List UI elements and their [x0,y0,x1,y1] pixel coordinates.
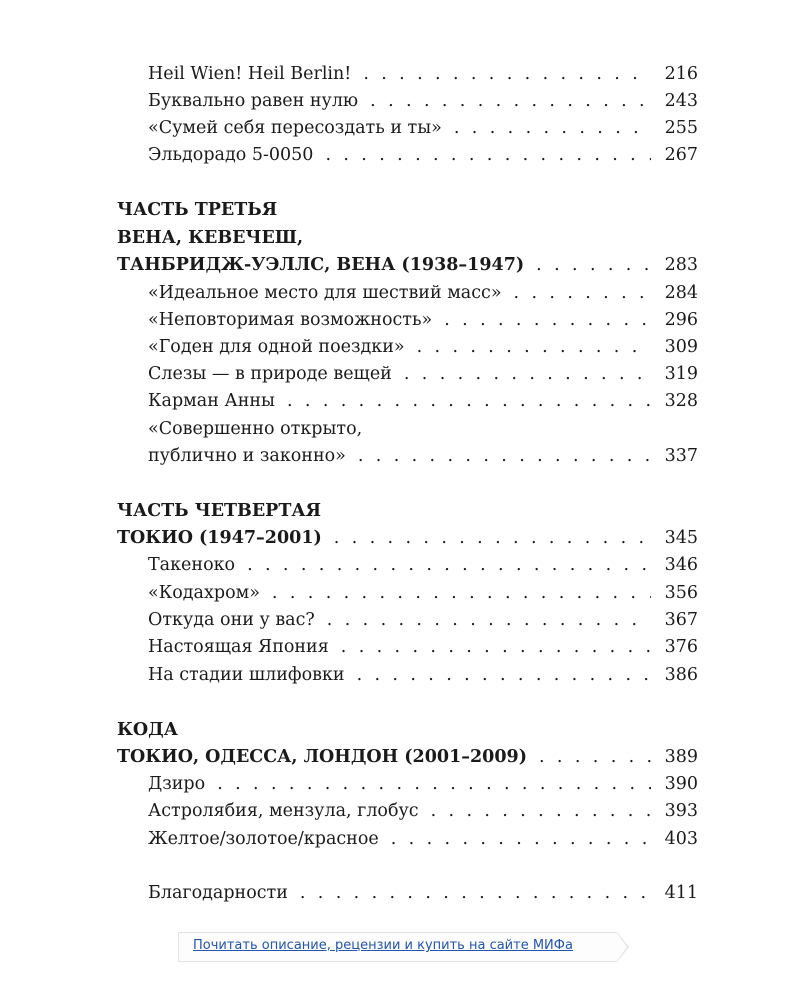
toc-entry-title-line: «Совершенно открыто, [148,419,363,439]
dot-leader [247,551,651,579]
dot-leader [444,306,650,334]
toc-entry-page: 345 [664,528,698,548]
dot-leader [431,797,651,825]
toc-entry[interactable] [148,141,698,169]
part-label: ЧАСТЬ ТРЕТЬЯ [117,200,278,220]
dot-leader [417,333,651,361]
toc-part-entry[interactable] [117,743,698,771]
toc-entry-title: «Сумей себя пересоздать и ты» [148,118,442,138]
toc-entry-page: 309 [664,337,698,357]
toc-entry[interactable] [148,279,698,307]
toc-entry[interactable] [148,797,698,825]
toc-entry-title: Heil Wien! Heil Berlin! [148,64,352,84]
dot-leader [272,579,651,607]
toc-entry-title: «Неповторимая возможность» [148,310,433,330]
toc-entry-title: Настоящая Япония [148,637,329,657]
toc-entry-page: 356 [664,583,698,603]
toc-entry-title: Откуда они у вас? [148,610,315,630]
toc-entry-page: 267 [664,145,698,165]
dot-leader [391,825,651,853]
toc-entry-page: 346 [664,555,698,575]
toc-entry-title: Благодарности [148,883,288,903]
toc-entry-page: 411 [664,883,698,903]
toc-entry-page: 319 [664,364,698,384]
toc-entry-title: публично и законно» [148,446,346,466]
toc-entry-page: 243 [664,91,698,111]
toc-entry[interactable] [148,333,698,361]
dot-leader [370,87,650,115]
toc-entry-title: Карман Анны [148,391,275,411]
toc-entry[interactable] [148,387,698,415]
toc-entry-page: 337 [664,446,698,466]
part-title-line: ВЕНА, КЕВЕЧЕШ, [117,228,304,248]
toc-entry[interactable] [148,551,698,579]
toc-part-entry[interactable] [117,524,698,552]
dot-leader [327,606,651,634]
toc-entry[interactable] [148,825,698,853]
toc-entry-title: Буквально равен нулю [148,91,359,111]
toc-entry-title: «Годен для одной поездки» [148,337,405,357]
toc-entry[interactable] [148,879,698,907]
toc-part-title: ТОКИО (1947–2001) [117,528,322,548]
toc-entry-title: Такеноко [148,555,236,575]
buy-link[interactable]: Почитать описание, рецензии и купить на сайте МИФа [193,938,573,953]
toc-entry-title: Эльдорадо 5-0050 [148,145,314,165]
dot-leader [514,279,651,307]
dot-leader [325,141,650,169]
toc-entry[interactable] [148,60,698,88]
toc-entry[interactable] [148,87,698,115]
toc-entry[interactable] [148,360,698,388]
dot-leader [454,114,651,142]
dot-leader [334,524,651,552]
dot-leader [539,743,651,771]
toc-entry-page: 367 [664,610,698,630]
toc-entry-title: Желтое/золотое/красное [148,829,379,849]
part-label: КОДА [117,720,178,740]
dot-leader [217,770,650,798]
buy-banner [178,932,617,962]
toc-entry-title: Астролябия, мензула, глобус [148,801,419,821]
toc-entry-title: Слезы — в природе вещей [148,364,392,384]
toc-entry-title: «Кодахром» [148,583,260,603]
toc-entry-page: 283 [664,255,698,275]
toc-entry-page: 328 [664,391,698,411]
toc-entry[interactable] [148,661,698,689]
toc-entry-title: «Идеальное место для шествий масс» [148,283,502,303]
toc-entry[interactable] [148,579,698,607]
dot-leader [300,879,651,907]
toc-entry[interactable] [148,633,698,661]
toc-entry-title: Дзиро [148,774,206,794]
toc-entry-page: 390 [664,774,698,794]
toc-entry-page: 386 [664,665,698,685]
toc-entry-page: 393 [664,801,698,821]
toc-entry[interactable] [148,606,698,634]
toc-entry[interactable] [148,306,698,334]
toc-entry-title: На стадии шлифовки [148,665,345,685]
banner-arrow-inner [617,933,627,961]
toc-entry-page: 216 [664,64,698,84]
toc-entry-page: 284 [664,283,698,303]
dot-leader [341,633,651,661]
toc-entry-page: 376 [664,637,698,657]
toc-part-title: ТАНБРИДЖ-УЭЛЛС, ВЕНА (1938–1947) [117,255,525,275]
toc-part-entry[interactable] [117,251,698,279]
toc-part-title: ТОКИО, ОДЕССА, ЛОНДОН (2001–2009) [117,747,527,767]
toc-entry-page: 389 [664,747,698,767]
toc-entry-page: 255 [664,118,698,138]
toc-entry[interactable] [148,770,698,798]
dot-leader [358,442,651,470]
toc-entry-page: 296 [664,310,698,330]
toc-entry[interactable] [148,442,698,470]
toc-entry-page: 403 [664,829,698,849]
dot-leader [363,60,650,88]
dot-leader [287,387,651,415]
dot-leader [357,661,651,689]
dot-leader [404,360,651,388]
part-label: ЧАСТЬ ЧЕТВЕРТАЯ [117,501,322,521]
toc-entry[interactable] [148,114,698,142]
dot-leader [536,251,650,279]
